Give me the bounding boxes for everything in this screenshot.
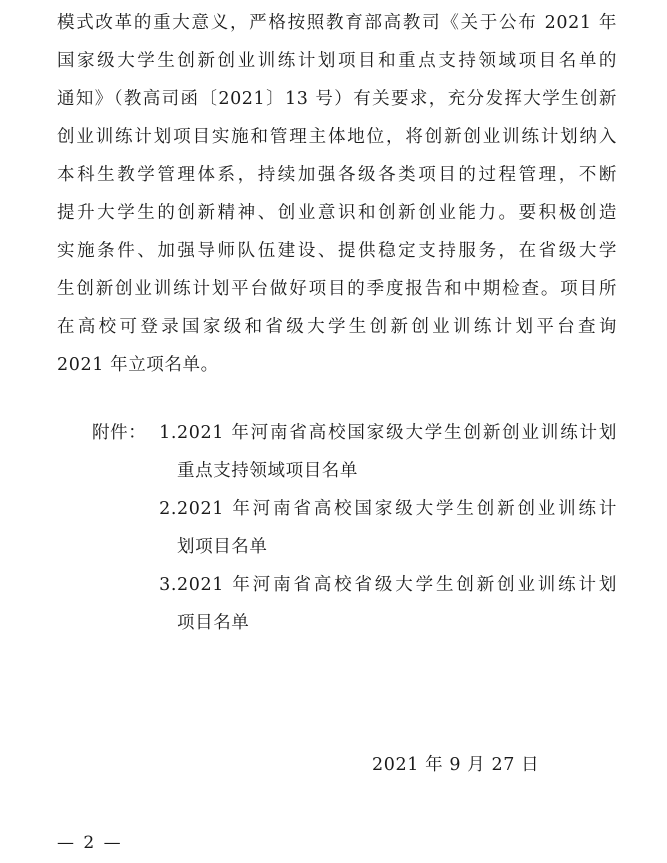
body-line: 创业训练计划项目实施和管理主体地位，将创新创业训练计划纳入: [57, 127, 617, 147]
attachments-label-spacer: [92, 490, 155, 528]
body-line-last: 2021 年立项名单。: [57, 355, 219, 375]
attachments-label: 附件：: [92, 423, 147, 443]
body-line: 提升大学生的创新精神、创业意识和创新创业能力。要积极创造: [57, 203, 617, 223]
attachment-item: [92, 490, 617, 566]
attachment-title-line: 划项目名单: [177, 537, 268, 557]
attachment-title-line: 2021 年河南省高校国家级大学生创新创业训练计划: [177, 423, 617, 443]
attachment-item: [92, 566, 617, 642]
attachment-title: [177, 490, 617, 566]
attachment-title-line: 2021 年河南省高校国家级大学生创新创业训练计: [177, 499, 617, 519]
page-number: — 2 —: [57, 833, 123, 853]
body-line: 通知》（教高司函〔2021〕13 号）有关要求，充分发挥大学生创新: [57, 89, 617, 109]
attachments-list: [92, 414, 617, 642]
body-line: 国家级大学生创新创业训练计划项目和重点支持领域项目名单的: [57, 51, 617, 71]
attachment-title-line: 重点支持领域项目名单: [177, 461, 358, 481]
body-line: 本科生教学管理体系，持续加强各级各类项目的过程管理，不断: [57, 165, 617, 185]
document-date: 2021 年 9 月 27 日: [372, 755, 540, 775]
body-line: 在高校可登录国家级和省级大学生创新创业训练计划平台查询: [57, 317, 617, 337]
body-line: 生创新创业训练计划平台做好项目的季度报告和中期检查。项目所: [57, 279, 617, 299]
attachment-title: [177, 414, 617, 490]
attachment-title-line: 2021 年河南省高校省级大学生创新创业训练计划: [177, 575, 617, 595]
body-text: [57, 4, 617, 384]
attachment-title-line: 项目名单: [177, 613, 250, 633]
attachment-item: [92, 414, 617, 490]
attachment-number: 1.: [159, 423, 177, 443]
attachment-number: 3.: [159, 575, 177, 595]
attachment-title: [177, 566, 617, 642]
body-line: 模式改革的重大意义，严格按照教育部高教司《关于公布 2021 年: [57, 13, 617, 33]
attachment-number: 2.: [159, 499, 177, 519]
body-line: 实施条件、加强导师队伍建设、提供稳定支持服务，在省级大学: [57, 241, 617, 261]
attachments-label-spacer: [92, 566, 155, 604]
